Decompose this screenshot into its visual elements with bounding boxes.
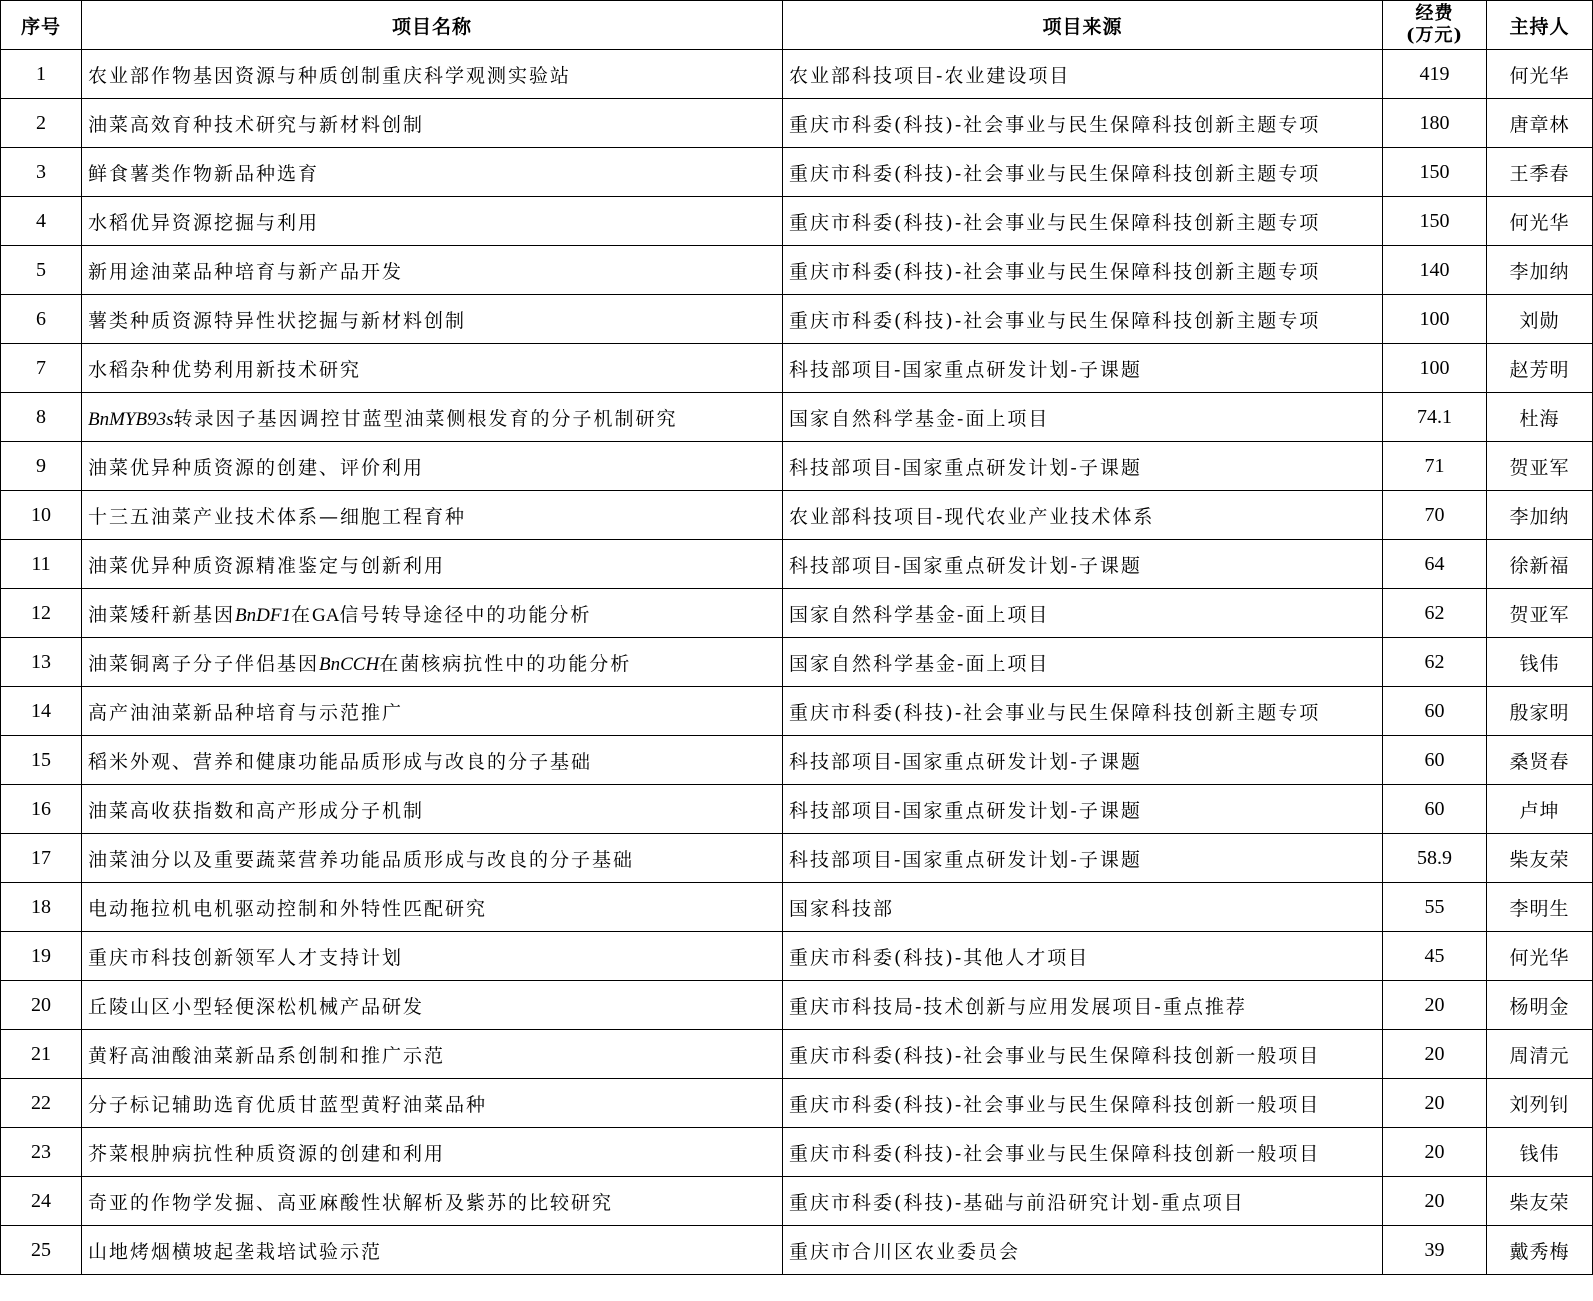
gene-name: BnCCH	[319, 653, 380, 675]
row-index: 15	[1, 736, 82, 785]
project-name	[82, 638, 783, 687]
table-row	[1, 393, 1593, 442]
table-row	[1, 1226, 1593, 1275]
table-row	[1, 540, 1593, 589]
host-name: 何光华	[1487, 50, 1593, 99]
row-index: 4	[1, 197, 82, 246]
project-source: 科技部项目-国家重点研发计划-子课题	[783, 785, 1383, 834]
project-source: 国家自然科学基金-面上项目	[783, 638, 1383, 687]
row-index: 3	[1, 148, 82, 197]
row-index: 22	[1, 1079, 82, 1128]
project-name: 十三五油菜产业技术体系—细胞工程育种	[82, 491, 783, 540]
project-name	[82, 589, 783, 638]
project-source: 重庆市科委(科技)-其他人才项目	[783, 932, 1383, 981]
row-index: 21	[1, 1030, 82, 1079]
funding-amount: 60	[1383, 687, 1487, 736]
row-index: 7	[1, 344, 82, 393]
funding-amount: 62	[1383, 589, 1487, 638]
table-row	[1, 197, 1593, 246]
host-name: 桑贤春	[1487, 736, 1593, 785]
table-row	[1, 344, 1593, 393]
project-source: 科技部项目-国家重点研发计划-子课题	[783, 736, 1383, 785]
host-name: 柴友荣	[1487, 834, 1593, 883]
project-name: 丘陵山区小型轻便深松机械产品研发	[82, 981, 783, 1030]
row-index: 24	[1, 1177, 82, 1226]
host-name: 戴秀梅	[1487, 1226, 1593, 1275]
table-row	[1, 1128, 1593, 1177]
project-name: 鲜食薯类作物新品种选育	[82, 148, 783, 197]
funding-amount: 150	[1383, 197, 1487, 246]
funding-amount: 180	[1383, 99, 1487, 148]
table-row	[1, 1030, 1593, 1079]
header-funding	[1383, 1, 1487, 50]
funding-amount: 20	[1383, 1128, 1487, 1177]
host-name: 钱伟	[1487, 638, 1593, 687]
project-name: 黄籽高油酸油菜新品系创制和推广示范	[82, 1030, 783, 1079]
funding-amount: 62	[1383, 638, 1487, 687]
row-index: 23	[1, 1128, 82, 1177]
funding-amount: 419	[1383, 50, 1487, 99]
row-index: 19	[1, 932, 82, 981]
table-row	[1, 883, 1593, 932]
project-source: 科技部项目-国家重点研发计划-子课题	[783, 540, 1383, 589]
project-name: 油菜优异种质资源精准鉴定与创新利用	[82, 540, 783, 589]
host-name: 李加纳	[1487, 246, 1593, 295]
funding-amount: 71	[1383, 442, 1487, 491]
project-source: 农业部科技项目-农业建设项目	[783, 50, 1383, 99]
header-project-name: 项目名称	[82, 1, 783, 50]
row-index: 14	[1, 687, 82, 736]
project-source: 国家自然科学基金-面上项目	[783, 589, 1383, 638]
row-index: 5	[1, 246, 82, 295]
funding-amount: 140	[1383, 246, 1487, 295]
table-row	[1, 99, 1593, 148]
host-name: 刘勋	[1487, 295, 1593, 344]
table-header	[1, 1, 1593, 50]
row-index: 18	[1, 883, 82, 932]
project-name: 奇亚的作物学发掘、高亚麻酸性状解析及紫苏的比较研究	[82, 1177, 783, 1226]
header-project-source: 项目来源	[783, 1, 1383, 50]
project-source: 科技部项目-国家重点研发计划-子课题	[783, 834, 1383, 883]
table-row	[1, 50, 1593, 99]
project-name: 重庆市科技创新领军人才支持计划	[82, 932, 783, 981]
row-index: 10	[1, 491, 82, 540]
project-source: 科技部项目-国家重点研发计划-子课题	[783, 442, 1383, 491]
row-index: 20	[1, 981, 82, 1030]
row-index: 9	[1, 442, 82, 491]
funding-amount: 60	[1383, 736, 1487, 785]
row-index: 8	[1, 393, 82, 442]
host-name: 徐新福	[1487, 540, 1593, 589]
host-name: 殷家明	[1487, 687, 1593, 736]
project-name: 油菜高效育种技术研究与新材料创制	[82, 99, 783, 148]
project-name: 水稻杂种优势利用新技术研究	[82, 344, 783, 393]
project-name-text: 油菜矮秆新基因	[88, 603, 236, 626]
funding-amount: 20	[1383, 1177, 1487, 1226]
funding-amount: 20	[1383, 981, 1487, 1030]
gene-name: BnDF1	[235, 604, 291, 626]
row-index: 2	[1, 99, 82, 148]
project-name: 油菜油分以及重要蔬菜营养功能品质形成与改良的分子基础	[82, 834, 783, 883]
host-name: 钱伟	[1487, 1128, 1593, 1177]
table-row	[1, 834, 1593, 883]
project-source: 重庆市科委(科技)-社会事业与民生保障科技创新一般项目	[783, 1079, 1383, 1128]
funding-amount: 20	[1383, 1030, 1487, 1079]
host-name: 李明生	[1487, 883, 1593, 932]
project-name-text: 信号转导途径中的功能分析	[339, 603, 592, 626]
project-name-text: 在	[290, 603, 312, 626]
table-row	[1, 736, 1593, 785]
project-name-text: 油菜铜离子分子伴侣基因	[88, 652, 320, 675]
project-source: 重庆市科委(科技)-社会事业与民生保障科技创新一般项目	[783, 1030, 1383, 1079]
funding-amount: 100	[1383, 295, 1487, 344]
project-source: 国家科技部	[783, 883, 1383, 932]
host-name: 杜海	[1487, 393, 1593, 442]
header-row	[1, 1, 1593, 50]
project-name: 水稻优异资源挖掘与利用	[82, 197, 783, 246]
host-name: 杨明金	[1487, 981, 1593, 1030]
funding-amount: 60	[1383, 785, 1487, 834]
row-index: 6	[1, 295, 82, 344]
funding-amount: 150	[1383, 148, 1487, 197]
table-row	[1, 687, 1593, 736]
host-name: 李加纳	[1487, 491, 1593, 540]
host-name: 何光华	[1487, 197, 1593, 246]
table-body	[1, 50, 1593, 1275]
funding-amount: 100	[1383, 344, 1487, 393]
table-row	[1, 589, 1593, 638]
project-name: 农业部作物基因资源与种质创制重庆科学观测实验站	[82, 50, 783, 99]
funding-amount: 55	[1383, 883, 1487, 932]
funding-amount: 45	[1383, 932, 1487, 981]
project-source: 重庆市科委(科技)-社会事业与民生保障科技创新主题专项	[783, 687, 1383, 736]
project-name: 薯类种质资源特异性状挖掘与新材料创制	[82, 295, 783, 344]
project-name: 油菜高收获指数和高产形成分子机制	[82, 785, 783, 834]
funding-amount: 64	[1383, 540, 1487, 589]
header-funding-line1: 经费	[1415, 3, 1454, 24]
project-source: 重庆市科委(科技)-社会事业与民生保障科技创新主题专项	[783, 148, 1383, 197]
host-name: 刘列钊	[1487, 1079, 1593, 1128]
table-row	[1, 1079, 1593, 1128]
table-row	[1, 491, 1593, 540]
funding-amount: 58.9	[1383, 834, 1487, 883]
project-name: 高产油油菜新品种培育与示范推广	[82, 687, 783, 736]
project-name: 电动拖拉机电机驱动控制和外特性匹配研究	[82, 883, 783, 932]
table-row	[1, 1177, 1593, 1226]
host-name: 贺亚军	[1487, 442, 1593, 491]
project-source: 重庆市科委(科技)-社会事业与民生保障科技创新主题专项	[783, 246, 1383, 295]
row-index: 25	[1, 1226, 82, 1275]
project-name: 分子标记辅助选育优质甘蓝型黄籽油菜品种	[82, 1079, 783, 1128]
row-index: 17	[1, 834, 82, 883]
project-name: 油菜优异种质资源的创建、评价利用	[82, 442, 783, 491]
project-source: 重庆市科委(科技)-社会事业与民生保障科技创新主题专项	[783, 197, 1383, 246]
project-source: 国家自然科学基金-面上项目	[783, 393, 1383, 442]
table-row	[1, 148, 1593, 197]
table-row	[1, 785, 1593, 834]
funding-amount: 20	[1383, 1079, 1487, 1128]
project-name-text: 转录因子基因调控甘蓝型油菜侧根发育的分子机制研究	[173, 407, 678, 430]
project-name-text: 在菌核病抗性中的功能分析	[379, 652, 632, 675]
funding-amount: 74.1	[1383, 393, 1487, 442]
project-source: 重庆市科委(科技)-社会事业与民生保障科技创新主题专项	[783, 295, 1383, 344]
host-name: 卢坤	[1487, 785, 1593, 834]
funding-amount: 70	[1383, 491, 1487, 540]
row-index: 12	[1, 589, 82, 638]
project-name: 稻米外观、营养和健康功能品质形成与改良的分子基础	[82, 736, 783, 785]
project-source: 重庆市科技局-技术创新与应用发展项目-重点推荐	[783, 981, 1383, 1030]
table-row	[1, 932, 1593, 981]
row-index: 13	[1, 638, 82, 687]
project-name: 山地烤烟横坡起垄栽培试验示范	[82, 1226, 783, 1275]
header-index: 序号	[1, 1, 82, 50]
project-name	[82, 393, 783, 442]
project-source: 农业部科技项目-现代农业产业技术体系	[783, 491, 1383, 540]
row-index: 16	[1, 785, 82, 834]
header-host: 主持人	[1487, 1, 1593, 50]
host-name: 王季春	[1487, 148, 1593, 197]
project-source: 重庆市科委(科技)-社会事业与民生保障科技创新一般项目	[783, 1128, 1383, 1177]
row-index: 11	[1, 540, 82, 589]
host-name: 周清元	[1487, 1030, 1593, 1079]
gene-name: BnMYB93s	[88, 408, 174, 430]
host-name: 贺亚军	[1487, 589, 1593, 638]
project-source: 重庆市科委(科技)-社会事业与民生保障科技创新主题专项	[783, 99, 1383, 148]
table-row	[1, 442, 1593, 491]
header-funding-line2: (万元)	[1405, 25, 1464, 46]
host-name: 唐章林	[1487, 99, 1593, 148]
host-name: 何光华	[1487, 932, 1593, 981]
table-row	[1, 295, 1593, 344]
table-row	[1, 246, 1593, 295]
host-name: 赵芳明	[1487, 344, 1593, 393]
table-row	[1, 981, 1593, 1030]
project-source: 重庆市科委(科技)-基础与前沿研究计划-重点项目	[783, 1177, 1383, 1226]
project-name: 新用途油菜品种培育与新产品开发	[82, 246, 783, 295]
row-index: 1	[1, 50, 82, 99]
project-name: 芥菜根肿病抗性种质资源的创建和利用	[82, 1128, 783, 1177]
table-row	[1, 638, 1593, 687]
host-name: 柴友荣	[1487, 1177, 1593, 1226]
project-name-latin: GA	[311, 604, 340, 626]
project-source: 重庆市合川区农业委员会	[783, 1226, 1383, 1275]
funding-amount: 39	[1383, 1226, 1487, 1275]
project-source: 科技部项目-国家重点研发计划-子课题	[783, 344, 1383, 393]
